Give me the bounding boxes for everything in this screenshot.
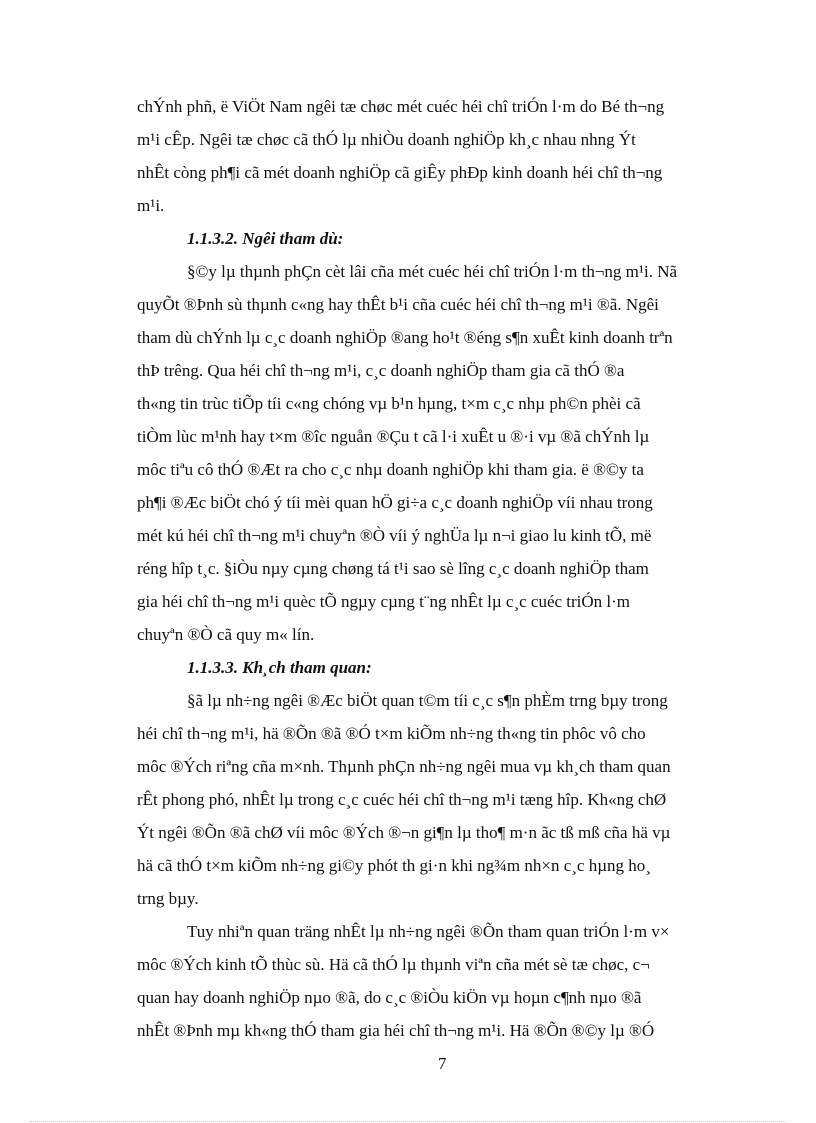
paragraph-line: chÝnh phñ, ë ViÖt Nam ngêi tæ chøc mét cuéc héi chî triÓn l·m do Bé th¬ng [137, 97, 665, 116]
paragraph-line: môc tiªu cô thÓ ®Æt ra cho c¸c nhµ doanh nghiÖp khi tham gia. ë ®©y ta [137, 460, 644, 479]
section-heading: 1.1.3.2. Ngêi tham dù: [187, 229, 344, 248]
paragraph-line: quyÕt ®Þnh sù thµnh c«ng hay thÊt b¹i cña cuéc héi chî th¬ng m¹i ®ã. Ngêi [137, 295, 659, 314]
page-number: 7 [438, 1054, 447, 1073]
paragraph-line: mét kú héi chî th¬ng m¹i chuyªn ®Ò víi ý nghÜa lµ n¬i giao lu kinh tÕ, më [137, 526, 652, 545]
paragraph-line: Ýt ngêi ®Õn ®ã chØ víi môc ®Ých ®¬n gi¶n lµ tho¶ m·n ãc tß mß cña hä vµ [137, 823, 671, 842]
paragraph-line: nhÊt ®Þnh mµ kh«ng thÓ tham gia héi chî th¬ng m¹i. Hä ®Õn ®©y lµ ®Ó [137, 1021, 655, 1040]
paragraph-line: réng hîp t¸c. §iÒu nµy cµng chøng tá t¹i sao sè lîng c¸c doanh nghiÖp tham [137, 559, 649, 578]
paragraph-line: ph¶i ®Æc biÖt chó ý tíi mèi quan hÖ gi÷a c¸c doanh nghiÖp víi nhau trong [137, 493, 653, 512]
paragraph-line: trng bµy. [137, 889, 199, 908]
paragraph-line: môc ®Ých riªng cña m×nh. Thµnh phÇn nh÷ng ngêi mua vµ kh¸ch tham quan [137, 757, 671, 776]
paragraph-line: rÊt phong phó, nhÊt lµ trong c¸c cuéc héi chî th¬ng m¹i tæng hîp. Kh«ng chØ [137, 790, 667, 809]
paragraph-line: tiÒm lùc m¹nh hay t×m ®îc nguån ®Çu t cã l·i xuÊt u ®·i vµ ®ã chÝnh lµ [137, 427, 650, 446]
paragraph-line: thÞ trêng. Qua héi chî th¬ng m¹i, c¸c doanh nghiÖp tham gia cã thÓ ®a [137, 361, 625, 380]
paragraph-line: gia héi chî th¬ng m¹i quèc tÕ ngµy cµng t¨ng nhÊt lµ c¸c cuéc triÓn l·m [137, 592, 631, 611]
paragraph-line: Tuy nhiªn quan träng nhÊt lµ nh÷ng ngêi ®Õn tham quan triÓn l·m v× [187, 922, 670, 941]
paragraph-line: m¹i cÊp. Ngêi tæ chøc cã thÓ lµ nhiÒu doanh nghiÖp kh¸c nhau nhng Ýt [137, 130, 636, 149]
section-heading: 1.1.3.3. Kh¸ch tham quan: [187, 658, 372, 677]
paragraph-line: th«ng tin trùc tiÕp tíi c«ng chóng vµ b¹n hµng, t×m c¸c nhµ ph©n phèi cã [137, 394, 641, 413]
paragraph-line: chuyªn ®Ò cã quy m« lín. [137, 625, 315, 644]
paragraph-line: §©y lµ thµnh phÇn cèt lâi cña mét cuéc héi chî triÓn l·m th¬ng m¹i. Nã [187, 262, 678, 281]
paragraph-line: môc ®Ých kinh tÕ thùc sù. Hä cã thÓ lµ thµnh viªn cña mét sè tæ chøc, c¬ [137, 955, 650, 974]
paragraph-line: §ã lµ nh÷ng ngêi ®Æc biÖt quan t©m tíi c¸c s¶n phÈm trng bµy trong [187, 691, 668, 710]
paragraph-line: m¹i. [137, 196, 165, 215]
paragraph-line: tham dù chÝnh lµ c¸c doanh nghiÖp ®ang ho¹t ®éng s¶n xuÊt kinh doanh trªn [137, 328, 673, 347]
paragraph-line: hä cã thÓ t×m kiÕm nh÷ng gi©y phót th gi·n khi ng¾m nh×n c¸c hµng ho¸ [137, 856, 651, 875]
paragraph-line: quan hay doanh nghiÖp nµo ®ã, do c¸c ®iÒu kiÖn vµ hoµn c¶nh nµo ®ã [137, 988, 642, 1007]
paragraph-line: héi chî th¬ng m¹i, hä ®Õn ®ã ®Ó t×m kiÕm nh÷ng th«ng tin phôc vô cho [137, 724, 646, 743]
paragraph-line: nhÊt còng ph¶i cã mét doanh nghiÖp cã giÊy phÐp kinh doanh héi chî th¬ng [137, 163, 663, 182]
footer-divider [30, 1121, 786, 1122]
